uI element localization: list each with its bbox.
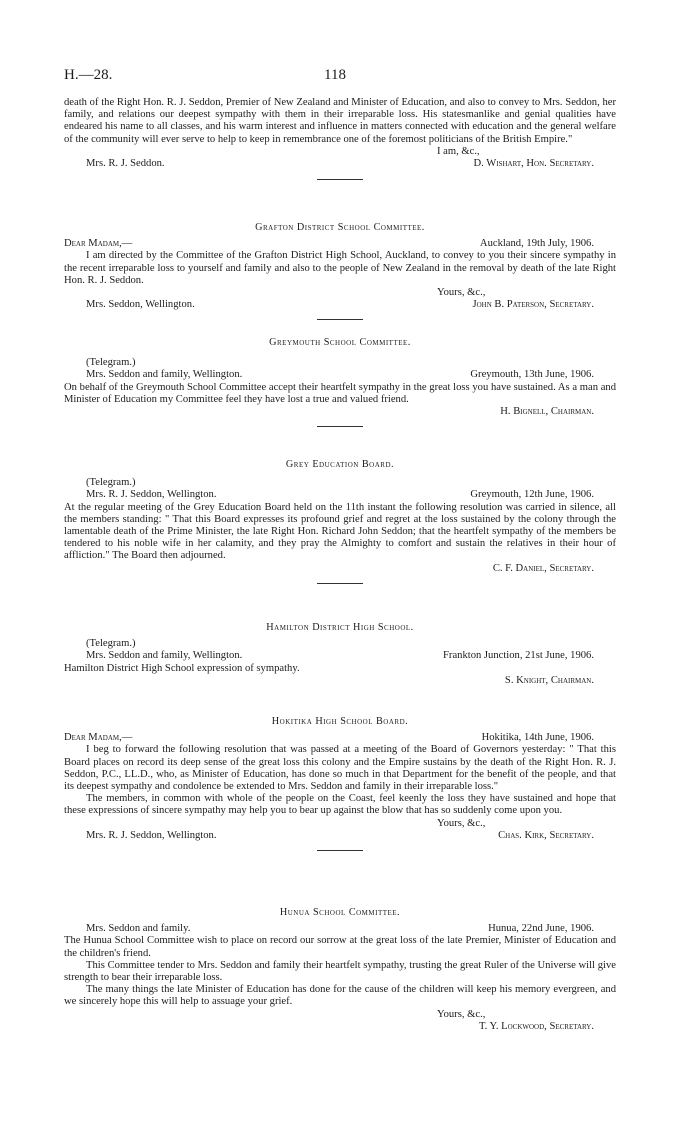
grafton-letter xyxy=(64,222,616,320)
grafton-addressee: Mrs. Seddon, Wellington. xyxy=(86,299,195,311)
hokitika-signature: Chas. Kirk, Secretary. xyxy=(498,829,594,841)
hunua-addressee: Mrs. Seddon and family. xyxy=(86,923,191,935)
grey-board-addressee: Mrs. R. J. Seddon, Wellington. xyxy=(86,489,217,501)
greymouth-letter xyxy=(64,337,616,427)
section-divider xyxy=(317,319,363,320)
page-number: 118 xyxy=(324,67,346,83)
grey-board-body: At the regular meeting of the Grey Education Board held on the 11th instant the following resolution was carried in silence, all the members standing: " That this Board expresses its profound grief and regret at the loss sustained by the colony through the lamentable death of the Prime Minister, the late Right Hon. Richard John Seddon; that the heartfelt sympathy of the members be tendered to his noble wife in her calamity, and they pray the Almighty to comfort and sustain the relatives in their hour of affliction." The Board then adjourned. xyxy=(64,501,616,562)
greymouth-telegram: (Telegram.) xyxy=(86,357,136,369)
hokitika-letter xyxy=(64,716,616,851)
hunua-closing: Yours, &c., xyxy=(437,1008,486,1020)
grey-board-letter xyxy=(64,459,616,584)
intro-signature: D. Wishart, Hon. Secretary. xyxy=(473,158,594,169)
section-divider xyxy=(317,583,363,584)
hokitika-heading: Hokitika High School Board. xyxy=(271,716,409,727)
section-divider xyxy=(317,179,363,180)
hunua-heading: Hunua School Committee. xyxy=(279,907,401,918)
grafton-heading: Grafton District School Committee. xyxy=(255,222,425,233)
hunua-place-date: Hunua, 22nd June, 1906. xyxy=(488,923,594,935)
hokitika-members-note: The members, in common with whole of the people on the Coast, feel keenly the loss they have sustained and hope that these expressions of sincere sympathy may help you to bear up against the blow that has so suddenly come upon you. xyxy=(64,793,616,817)
hokitika-addressee: Mrs. R. J. Seddon, Wellington. xyxy=(86,829,217,841)
hamilton-heading: Hamilton District High School. xyxy=(266,622,414,633)
intro-letter xyxy=(64,97,616,180)
hamilton-telegram: (Telegram.) xyxy=(86,638,136,650)
grafton-signature: John B. Paterson, Secretary. xyxy=(472,299,594,311)
hamilton-place-date: Frankton Junction, 21st June, 1906. xyxy=(443,650,594,662)
hokitika-place-date: Hokitika, 14th June, 1906. xyxy=(481,732,594,744)
grafton-closing: Yours, &c., xyxy=(437,287,486,298)
grafton-place-date: Auckland, 19th July, 1906. xyxy=(479,238,594,250)
hunua-signature: T. Y. Lockwood, Secretary. xyxy=(478,1020,594,1032)
greymouth-body: On behalf of the Greymouth School Committee accept their heartfelt sympathy in the great loss you have sustained. As a man and Minister of Education my Committee feel they have lost a true and valued friend. xyxy=(64,381,616,405)
hokitika-salutation: Dear Madam,— xyxy=(64,732,133,744)
intro-closing: I am, &c., xyxy=(437,145,480,157)
greymouth-signature: H. Bignell, Chairman. xyxy=(500,405,594,417)
grafton-body: I am directed by the Committee of the Grafton District High School, Auckland, to convey to you their sincere sympathy in the recent irreparable loss to yourself and family and also to the people of New Zealand in the removal by death of the late Right Hon. R. J. Seddon. xyxy=(64,250,616,286)
grey-board-place-date: Greymouth, 12th June, 1906. xyxy=(470,489,594,501)
greymouth-heading: Greymouth School Committee. xyxy=(269,337,411,348)
intro-body: death of the Right Hon. R. J. Seddon, Premier of New Zealand and Minister of Education, and also to convey to Mrs. Seddon, her family, and relations our deepest sympathy with them in their irreparable loss. His statesmanlike and genial qualities have endeared his name to all classes, and his warm interest and influence in matters connected with education and the general welfare of the community will ever serve to help to keep in remembrance one of the foremost politicians of the British Empire." xyxy=(64,97,616,145)
hamilton-letter xyxy=(64,622,616,687)
intro-addressee: Mrs. R. J. Seddon. xyxy=(86,158,165,169)
hamilton-body: Hamilton District High School expression of sympathy. xyxy=(64,662,300,674)
hunua-body-3: The many things the late Minister of Education has done for the cause of the children will keep his memory evergreen, and we sincerely hope this will help to assuage your grief. xyxy=(64,984,616,1008)
hunua-body-2: This Committee tender to Mrs. Seddon and family their heartfelt sympathy, trusting the great Ruler of the Universe will give strength to bear their irreparable loss. xyxy=(64,959,616,983)
grey-board-heading: Grey Education Board. xyxy=(285,459,395,470)
grey-board-telegram: (Telegram.) xyxy=(86,477,136,489)
section-divider xyxy=(317,850,363,851)
grafton-salutation: Dear Madam,— xyxy=(64,238,133,250)
hokitika-closing: Yours, &c., xyxy=(437,817,486,829)
hamilton-addressee: Mrs. Seddon and family, Wellington. xyxy=(86,650,243,662)
section-divider xyxy=(317,426,363,427)
hunua-body-1: The Hunua School Committee wish to place on record our sorrow at the great loss of the late Premier, Minister of Education and the children's friend. xyxy=(64,935,616,959)
greymouth-addressee: Mrs. Seddon and family, Wellington. xyxy=(86,369,243,381)
grey-board-signature: C. F. Daniel, Secretary. xyxy=(492,562,594,574)
report-reference: H.—28. xyxy=(64,67,113,83)
hunua-letter xyxy=(64,907,616,1033)
hamilton-signature: S. Knight, Chairman. xyxy=(504,674,594,686)
greymouth-place-date: Greymouth, 13th June, 1906. xyxy=(470,369,594,381)
hokitika-resolution: I beg to forward the following resolution that was passed at a meeting of the Board of Governors yesterday: " That this Board places on record its deep sense of the great loss this colony and the Empire sustains by the death of the Right Hon. R. J. Seddon, P.C., LL.D., who, as Minister of Education, has done so much in that Department for the benefit of the people, and that its deepest sympathy and condolence be extended to Mrs. Seddon and family in their irreparable loss." xyxy=(64,744,616,792)
